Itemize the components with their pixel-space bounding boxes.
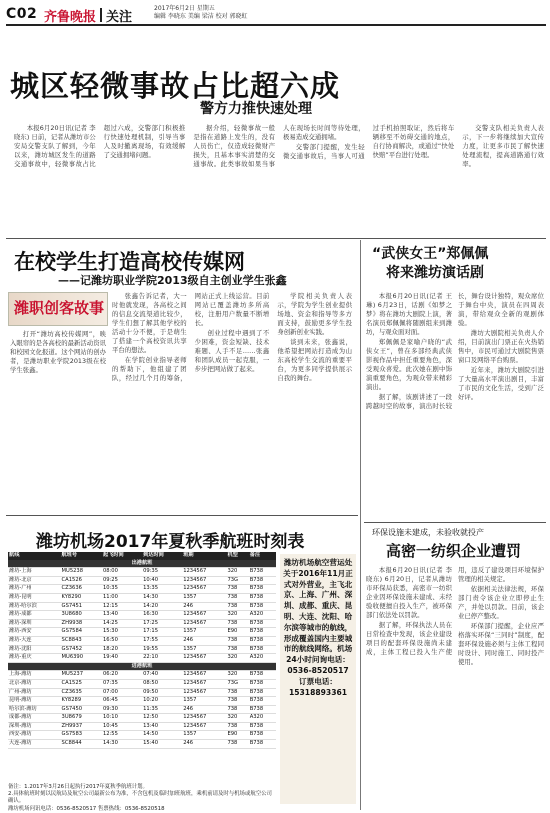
table-cell: B738	[249, 585, 276, 594]
column-header: 航线	[8, 552, 61, 560]
table-cell: 246	[182, 602, 226, 611]
story2-paragraph: 打开“潍坊高校传媒网”，映入眼帘的是各高校的最新活动资讯和校园文化报道。这个网站的创办者，是潍坊职业学院2013级在校学生张鑫。	[10, 330, 106, 374]
timetable-segment-row	[8, 560, 276, 568]
table-cell: 14:25	[102, 619, 142, 628]
section-rule	[6, 515, 358, 516]
table-cell: 73G	[226, 679, 248, 688]
table-cell: 09:35	[142, 568, 182, 577]
column-rule	[360, 240, 361, 810]
table-cell: B738	[249, 619, 276, 628]
table-cell: B738	[249, 697, 276, 706]
table-cell: 14:30	[102, 740, 142, 749]
masthead: 齐鲁晚报	[44, 10, 97, 25]
table-cell: 3U8680	[61, 611, 102, 620]
table-cell: 19:55	[142, 645, 182, 654]
table-cell: 3U8679	[61, 714, 102, 723]
story2-paragraph: 学院相关负责人表示，学院为学生创业提供场地、资金和指导等多方面支持，鼓励更多学生投身创新创业实践。	[277, 292, 352, 336]
table-cell: 1234567	[182, 568, 226, 577]
story2-photo	[8, 292, 108, 326]
story2-paragraph: 在学院创业指导老师的帮助下，他组建了团队，经过几个月的筹备，网站正式上线运营。目前网站已覆盖潍坊多所高校，注册用户数量不断增长。	[112, 292, 270, 382]
segment-label: 进港航班	[8, 662, 276, 671]
table-cell: 738	[226, 705, 248, 714]
table-cell: 1357	[182, 593, 226, 602]
table-cell: 1357	[182, 731, 226, 740]
table-cell: 10:35	[102, 585, 142, 594]
table-cell: E90	[226, 731, 248, 740]
table-cell: KY8290	[61, 593, 102, 602]
table-cell: 潍坊-昆明	[8, 593, 61, 602]
story4-headline: 高密一纺织企业遭罚	[386, 542, 522, 560]
table-cell: 潍坊-成都	[8, 611, 61, 620]
table-cell: GS7452	[61, 645, 102, 654]
table-cell: 大连-潍坊	[8, 740, 61, 749]
table-row	[8, 602, 276, 611]
table-cell: 1234567	[182, 688, 226, 697]
table-cell: 738	[226, 645, 248, 654]
table-row	[8, 628, 276, 637]
table-row	[8, 585, 276, 594]
page-meta	[154, 5, 354, 21]
table-cell: 1234567	[182, 585, 226, 594]
story2-photo-caption: 潍职创客故事	[14, 299, 105, 317]
page-code: C02	[6, 6, 38, 22]
table-cell: B738	[249, 602, 276, 611]
column-header: 机型	[226, 552, 248, 560]
section-divider	[100, 8, 102, 22]
table-cell: B738	[249, 593, 276, 602]
table-cell: 73G	[226, 576, 248, 585]
section-rule	[364, 522, 546, 523]
table-cell: 246	[182, 636, 226, 645]
table-cell: 08:00	[102, 568, 142, 577]
table-cell: 738	[226, 697, 248, 706]
table-cell: 19:40	[102, 654, 142, 663]
table-cell: GS7583	[61, 731, 102, 740]
column-header: 起飞时间	[102, 552, 142, 560]
table-cell: 1234567	[182, 714, 226, 723]
table-cell: 738	[226, 636, 248, 645]
airport-info-box: 潍坊机场航空营运处关于2016年11月正式对外营业，主飞北京、上海、广州、深圳、成都、重庆、昆明、大连、沈阳、哈尔滨等城市的航线，形成覆盖国内主要城市的航线网络。机场24小时问询电话：0536-8520517 订票电话：15318893361	[280, 554, 356, 804]
table-cell: 06:45	[102, 697, 142, 706]
table-cell: 738	[226, 585, 248, 594]
table-cell: B738	[249, 568, 276, 577]
table-cell: 07:00	[102, 688, 142, 697]
table-cell: 738	[226, 740, 248, 749]
table-cell: 1357	[182, 628, 226, 637]
table-cell: 上海-潍坊	[8, 671, 61, 680]
table-cell: 广州-潍坊	[8, 688, 61, 697]
table-cell: 738	[226, 593, 248, 602]
table-cell: B738	[249, 722, 276, 731]
table-row	[8, 619, 276, 628]
table-cell: 1234567	[182, 671, 226, 680]
table-cell: GS7450	[61, 705, 102, 714]
table-cell: CA1526	[61, 576, 102, 585]
table-cell: 738	[226, 688, 248, 697]
table-cell: 320	[226, 568, 248, 577]
story4-kicker: 环保设施未建成，未验收就投产	[372, 528, 484, 537]
story1-paragraph: 据介绍，轻微事故一般是指在道路上发生的，没有人员伤亡，仅造成轻微财产损失，且基本事实清楚的交通事故。此类事故如果当事人在现场长时间等待处理，极易造成交通拥堵。	[193, 124, 365, 168]
table-cell: B738	[249, 740, 276, 749]
table-row	[8, 671, 276, 680]
table-cell: 1234567	[182, 611, 226, 620]
table-cell: 11:00	[102, 593, 142, 602]
table-cell: SC8844	[61, 740, 102, 749]
table-row	[8, 697, 276, 706]
table-cell: 246	[182, 705, 226, 714]
table-cell: 07:40	[142, 671, 182, 680]
table-cell: 潍坊-重庆	[8, 654, 61, 663]
table-cell: 成都-潍坊	[8, 714, 61, 723]
story3-paragraph: 本报6月20日讯(记者 王琳) 6月23日，话剧《如梦之梦》将在潍坊大剧院上演，著名演员郑佩佩将随剧组来到潍坊，与观众面对面。	[366, 292, 452, 336]
table-cell: 18:20	[102, 645, 142, 654]
story4-paragraph: 本报6月20日讯(记者 李晓东) 6月20日，记者从潍坊市环保局获悉，高密市一纺织企业因环保设施未建成、未经验收便擅自投入生产，被环保部门依法处以罚款。	[366, 566, 452, 619]
table-cell: KY8289	[61, 697, 102, 706]
table-cell: 22:10	[142, 654, 182, 663]
table-cell: 15:30	[102, 628, 142, 637]
table-cell: 738	[226, 722, 248, 731]
table-cell: 17:15	[142, 628, 182, 637]
table-cell: CA1525	[61, 679, 102, 688]
table-row	[8, 593, 276, 602]
table-cell: 1234567	[182, 679, 226, 688]
table-cell: 246	[182, 740, 226, 749]
story4-paragraph: 据了解，环保执法人员在日常检查中发现，该企业建设项目的配套环保设施尚未建成，主体工程已投入生产使用，违反了建设项目环境保护管理的相关规定。	[366, 566, 544, 656]
story3-body	[366, 292, 544, 522]
story4-paragraph: 依据相关法律法规，环保部门责令该企业立即停止生产，并处以罚款。目前，该企业已停产整改。	[458, 585, 544, 620]
table-cell: A320	[249, 654, 276, 663]
table-cell: 320	[226, 654, 248, 663]
table-cell: B738	[249, 705, 276, 714]
table-row	[8, 705, 276, 714]
table-cell: A320	[249, 714, 276, 723]
section-label: 关注	[106, 10, 133, 25]
story1-body	[14, 124, 544, 234]
table-cell: 16:50	[102, 636, 142, 645]
table-cell: 1357	[182, 645, 226, 654]
story2-subheadline: ——记潍坊职业学院2013级自主创业学生张鑫	[58, 274, 287, 287]
table-cell: 09:30	[102, 705, 142, 714]
story3-headline-line2: 将来潍坊演话剧	[386, 265, 484, 281]
column-header: 备注	[249, 552, 276, 560]
table-row	[8, 679, 276, 688]
story2-body	[112, 292, 352, 446]
story3-paragraph: 潍坊大剧院相关负责人介绍，目前演出门票正在火热销售中，市民可通过大剧院售票窗口及网络平台购票。	[458, 329, 544, 364]
table-cell: 西安-潍坊	[8, 731, 61, 740]
table-cell: E90	[226, 628, 248, 637]
table-cell: A320	[249, 611, 276, 620]
table-cell: 北京-潍坊	[8, 679, 61, 688]
table-row	[8, 636, 276, 645]
table-cell: 12:50	[142, 714, 182, 723]
table-row	[8, 611, 276, 620]
timetable-segment-row	[8, 662, 276, 671]
table-cell: 06:20	[102, 671, 142, 680]
table-cell: 潍坊-沈阳	[8, 645, 61, 654]
table-cell: 738	[226, 619, 248, 628]
table-cell: 15:40	[142, 740, 182, 749]
flight-timetable	[8, 522, 358, 812]
table-cell: 哈尔滨-潍坊	[8, 705, 61, 714]
table-cell: B738	[249, 671, 276, 680]
table-row	[8, 568, 276, 577]
story1-paragraph: 本报6月20日讯(记者 李晓东) 日前，记者从潍坊市公安局交警支队了解到，今年以来，潍坊城区发生的道路交通事故中，轻微事故占比超过六成，交警部门积极推行快速处理机制，引导当事人及时撤离现场，有效缓解了交通拥堵问题。	[14, 124, 186, 168]
story3-paragraph: 郑佩佩是家喻户晓的“武侠女王”，曾在多部经典武侠影视作品中担任重要角色，深受观众喜爱。此次她在剧中饰演重要角色，为观众带来精彩演出。	[366, 338, 452, 391]
story1-headline: 城区轻微事故占比超六成	[10, 69, 341, 103]
table-cell: 14:30	[142, 593, 182, 602]
footnote-line: 备注：1.2017年3月26日起执行2017年夏秋季航班计划。	[8, 784, 148, 790]
table-cell: B738	[249, 628, 276, 637]
table-cell: 12:55	[102, 731, 142, 740]
page-header	[6, 4, 546, 26]
story2-headline: 在校学生打造高校传媒网	[14, 250, 245, 274]
story1-paragraph: 交警支队相关负责人表示，下一步将继续加大宣传力度，让更多市民了解快速处理流程，提高道路通行效率。	[462, 124, 544, 168]
table-cell: 潍坊-上海	[8, 568, 61, 577]
table-cell: B738	[249, 679, 276, 688]
table-row	[8, 731, 276, 740]
table-row	[8, 740, 276, 749]
table-cell: 昆明-潍坊	[8, 697, 61, 706]
table-cell: 1357	[182, 697, 226, 706]
table-cell: 09:25	[102, 576, 142, 585]
table-cell: 10:20	[142, 697, 182, 706]
table-cell: 潍坊-哈尔滨	[8, 602, 61, 611]
table-cell: 潍坊-深圳	[8, 619, 61, 628]
story2-lead	[10, 330, 106, 445]
story3-headline-line1: “武侠女王”郑佩佩	[372, 246, 489, 262]
table-cell: 1234567	[182, 576, 226, 585]
table-cell: 10:40	[142, 576, 182, 585]
table-cell: B738	[249, 576, 276, 585]
story2-paragraph: 创业过程中遇到了不少困难，资金短缺、技术难题、人手不足……张鑫和团队成员一起克服，一步步把网站做了起来。	[194, 329, 270, 373]
story4-body	[366, 566, 544, 809]
table-cell: 13:35	[142, 585, 182, 594]
table-cell: 320	[226, 714, 248, 723]
column-header: 到达时间	[142, 552, 182, 560]
timetable-title: 潍坊机场2017年夏秋季航班时刻表	[36, 532, 305, 552]
table-cell: B738	[249, 636, 276, 645]
table-row	[8, 576, 276, 585]
table-cell: 14:50	[142, 731, 182, 740]
table-row	[8, 688, 276, 697]
editor-line: 编辑 李晓东 美编 梁洁 校对 郭晓虹	[154, 13, 248, 20]
table-cell: MU5238	[61, 568, 102, 577]
table-cell: 10:45	[102, 722, 142, 731]
table-cell: 潍坊-北京	[8, 576, 61, 585]
table-cell: 13:40	[142, 722, 182, 731]
section-rule	[6, 238, 546, 239]
table-row	[8, 722, 276, 731]
table-cell: ZH9937	[61, 722, 102, 731]
table-cell: 潍坊-西安	[8, 628, 61, 637]
column-header: 航班号	[61, 552, 102, 560]
segment-label: 出港航班	[8, 560, 276, 568]
table-cell: 09:50	[142, 688, 182, 697]
table-cell: CZ3635	[61, 688, 102, 697]
story4-paragraph: 环保部门提醒，企业应严格落实环保“三同时”制度，配套环保设施必须与主体工程同时设计、同时施工、同时投产使用。	[458, 622, 544, 666]
table-cell: SC8843	[61, 636, 102, 645]
footnote-line: 潍坊机场问讯电话：0536-8520517 售票热线：0536-8520518	[8, 805, 165, 812]
table-cell: 320	[226, 671, 248, 680]
table-cell: 14:20	[142, 602, 182, 611]
table-cell: MU5237	[61, 671, 102, 680]
table-cell: 1234567	[182, 722, 226, 731]
table-cell: 320	[226, 611, 248, 620]
table-cell: 10:10	[102, 714, 142, 723]
footnote-line: 2.具体航班时刻以民航局及航空公司最新公布为准，不含包机及临时加班航班，乘机前请及时与机场或航空公司确认。	[8, 791, 272, 805]
story3-paragraph: 据了解，该剧讲述了一段跨越时空的故事，演出时长较长，舞台设计独特，观众席位于舞台中央，演员在四周表演，带给观众全新的观剧体验。	[366, 292, 544, 410]
table-row	[8, 714, 276, 723]
table-cell: 17:55	[142, 636, 182, 645]
story2-paragraph: 谈到未来，张鑫说，他希望把网站打造成为山东高校学生交流的重要平台，为更多同学提供展示自我的舞台。	[277, 338, 352, 382]
table-cell: 738	[226, 602, 248, 611]
timetable-body	[8, 560, 276, 749]
table-row	[8, 654, 276, 663]
table-cell: 07:35	[102, 679, 142, 688]
table-cell: 1234567	[182, 654, 226, 663]
table-cell: 11:35	[142, 705, 182, 714]
table-cell: GS7451	[61, 602, 102, 611]
date-line: 2017年6月2日 星期五	[154, 5, 215, 12]
table-cell: MU6390	[61, 654, 102, 663]
table-cell: 17:25	[142, 619, 182, 628]
table-cell: 12:15	[102, 602, 142, 611]
story2-paragraph: 张鑫告诉记者，大一时他就发现，各高校之间的信息交流渠道比较少，学生们想了解其他学校的活动十分不便，于是萌生了搭建一个高校资讯共享平台的想法。	[112, 292, 187, 354]
story3-paragraph: 近年来，潍坊大剧院引进了大量高水平演出剧目，丰富了市民的文化生活，受到广泛好评。	[458, 366, 544, 401]
timetable-table	[8, 552, 276, 749]
table-cell: 08:50	[142, 679, 182, 688]
table-cell: GS7584	[61, 628, 102, 637]
table-cell: 深圳-潍坊	[8, 722, 61, 731]
timetable-footnote	[8, 784, 276, 813]
timetable-header-row	[8, 552, 276, 560]
table-cell: 潍坊-大连	[8, 636, 61, 645]
table-row	[8, 645, 276, 654]
table-cell: B738	[249, 688, 276, 697]
story1-subheadline: 警方力推快速处理	[200, 101, 312, 117]
table-cell: CZ3636	[61, 585, 102, 594]
table-cell: 13:40	[102, 611, 142, 620]
table-cell: ZH9938	[61, 619, 102, 628]
table-cell: 16:30	[142, 611, 182, 620]
column-header: 班期	[182, 552, 226, 560]
table-cell: B738	[249, 731, 276, 740]
story1-paragraph: 交警部门提醒，发生轻微交通事故后，当事人可通过手机拍照取证，然后将车辆移至不妨碍交通的地点，自行协商解决，或通过“快处快赔”平台进行处理。	[282, 124, 455, 160]
table-cell: 潍坊-广州	[8, 585, 61, 594]
table-cell: 1234567	[182, 619, 226, 628]
table-cell: B738	[249, 645, 276, 654]
